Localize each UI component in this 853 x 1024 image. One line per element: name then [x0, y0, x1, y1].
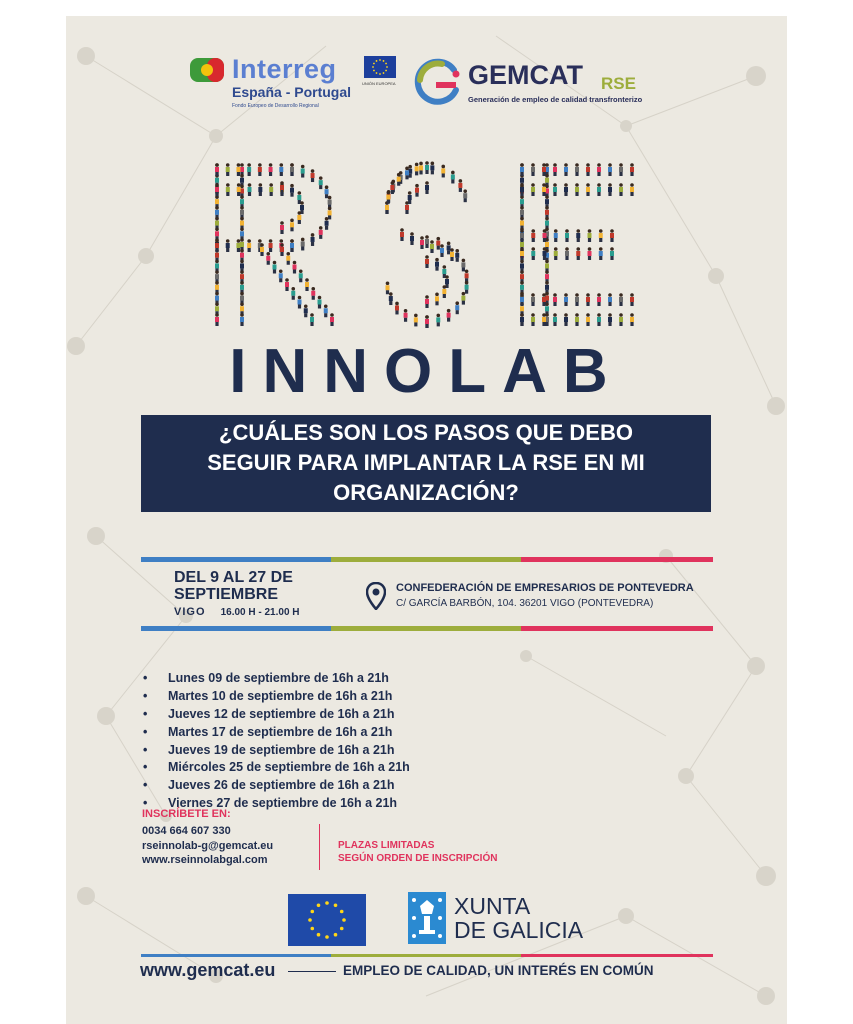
- person-figure: [319, 176, 323, 189]
- person-figure: [430, 240, 434, 253]
- person-figure: [588, 247, 592, 260]
- person-figure: [451, 171, 455, 184]
- person-figure: [215, 183, 219, 196]
- gemcat-logo-icon: [412, 56, 464, 108]
- person-figure: [293, 261, 297, 274]
- schedule-item: • Martes 10 de septiembre de 16h a 21h: [143, 688, 410, 706]
- person-figure: [447, 309, 451, 322]
- person-figure: [575, 293, 579, 306]
- person-figure: [531, 293, 535, 306]
- person-figure: [290, 163, 294, 176]
- person-figure: [236, 163, 240, 176]
- person-figure: [597, 313, 601, 326]
- schedule-item: • Jueves 19 de septiembre de 16h a 21h: [143, 742, 410, 760]
- person-figure: [390, 181, 394, 194]
- person-figure: [565, 229, 569, 242]
- person-figure: [455, 249, 459, 262]
- person-figure: [553, 313, 557, 326]
- person-figure: [553, 183, 557, 196]
- person-figure: [425, 255, 429, 268]
- person-figure: [404, 309, 408, 322]
- person-figure: [554, 229, 558, 242]
- person-figure: [553, 163, 557, 176]
- person-figure: [226, 183, 230, 196]
- person-figure: [543, 229, 547, 242]
- person-figure: [520, 183, 524, 196]
- person-figure: [564, 163, 568, 176]
- person-figure: [608, 183, 612, 196]
- person-figure: [576, 247, 580, 260]
- person-figure: [226, 163, 230, 176]
- person-figure: [236, 239, 240, 252]
- person-figure: [298, 296, 302, 309]
- stripe-pink-bottom: [521, 626, 713, 631]
- person-figure: [305, 278, 309, 291]
- person-figure: [531, 229, 535, 242]
- person-figure: [285, 278, 289, 291]
- person-figure: [318, 296, 322, 309]
- person-figure: [425, 315, 429, 328]
- limited-places-note: [338, 840, 497, 865]
- person-figure: [442, 285, 446, 298]
- person-figure: [301, 238, 305, 251]
- person-figure: [463, 189, 467, 202]
- footer-slogan: EMPLEO DE CALIDAD, UN INTERÉS EN COMÚN: [343, 963, 654, 978]
- person-figure: [215, 313, 219, 326]
- xunta-line-1: XUNTA: [454, 893, 531, 919]
- person-figure: [325, 217, 329, 230]
- person-figure: [269, 183, 273, 196]
- question-text: [141, 418, 711, 508]
- interreg-fund-label: Fondo Europeo de Desarrollo Regional: [232, 103, 319, 109]
- person-figure: [630, 293, 634, 306]
- person-figure: [286, 252, 290, 265]
- xunta-name: [454, 894, 583, 942]
- person-figure: [586, 293, 590, 306]
- person-figure: [436, 237, 440, 250]
- person-figure: [630, 313, 634, 326]
- person-figure: [435, 293, 439, 306]
- person-figure: [586, 163, 590, 176]
- stripe-pink-top: [521, 557, 713, 562]
- schedule-item: • Jueves 26 de septiembre de 16h a 21h: [143, 777, 410, 795]
- limited-line-1: PLAZAS LIMITADAS: [338, 840, 435, 851]
- person-figure: [597, 163, 601, 176]
- person-figure: [385, 281, 389, 294]
- person-figure: [542, 293, 546, 306]
- limited-line-2: SEGÚN ORDEN DE INSCRIPCIÓN: [338, 852, 498, 864]
- person-figure: [301, 165, 305, 178]
- registration-web-link[interactable]: www.rseinnolabgal.com: [142, 854, 268, 866]
- gemcat-tagline: Generación de empleo de calidad transfronterizo: [468, 95, 643, 104]
- person-figure: [565, 247, 569, 260]
- person-figure: [400, 228, 404, 241]
- schedule-item: • Martes 17 de septiembre de 16h a 21h: [143, 724, 410, 742]
- xunta-line-2: DE GALICIA: [454, 917, 584, 943]
- registration-contacts: [142, 824, 273, 868]
- session-schedule: [143, 670, 410, 813]
- person-figure: [425, 295, 429, 308]
- person-figure: [310, 313, 314, 326]
- person-figure: [415, 163, 419, 176]
- person-figure: [608, 313, 612, 326]
- person-figure: [269, 163, 273, 176]
- footer-rule: [288, 971, 336, 972]
- person-figure: [425, 181, 429, 194]
- eu-label: UNIÓN EUROPEA: [362, 81, 396, 86]
- person-figure: [610, 229, 614, 242]
- gemcat-name: GEMCAT: [468, 60, 583, 90]
- person-figure: [520, 247, 524, 260]
- person-figure: [425, 161, 429, 174]
- innolab-title: INNOLAB: [229, 337, 624, 406]
- person-figure: [304, 304, 308, 317]
- location-pin-icon: [366, 582, 386, 610]
- person-figure: [597, 183, 601, 196]
- person-figure: [408, 191, 412, 204]
- person-figure: [441, 165, 445, 178]
- person-figure: [397, 173, 401, 186]
- person-figure: [575, 163, 579, 176]
- event-dates: [174, 569, 293, 603]
- person-figure: [450, 248, 454, 261]
- person-figure: [440, 244, 444, 257]
- schedule-item: • Jueves 12 de septiembre de 16h a 21h: [143, 706, 410, 724]
- person-figure: [435, 258, 439, 271]
- person-figure: [328, 207, 332, 220]
- person-figure: [311, 233, 315, 246]
- stripe-green-footer: [331, 954, 521, 957]
- person-figure: [290, 184, 294, 197]
- person-figure: [330, 313, 334, 326]
- person-figure: [215, 239, 219, 252]
- person-figure: [461, 259, 465, 272]
- person-figure: [311, 287, 315, 300]
- person-figure: [290, 219, 294, 232]
- eu-flag-small-icon: [364, 56, 396, 78]
- schedule-item: • Miércoles 25 de septiembre de 16h a 21h: [143, 759, 410, 777]
- interreg-title: Interreg: [232, 54, 337, 84]
- person-figure: [619, 163, 623, 176]
- person-figure: [553, 293, 557, 306]
- registration-heading: INSCRÍBETE EN:: [142, 808, 231, 820]
- interreg-flag-icon: [190, 58, 224, 82]
- person-figure: [386, 191, 390, 204]
- person-figure: [280, 181, 284, 194]
- person-figure: [455, 301, 459, 314]
- person-figure: [237, 183, 241, 196]
- person-figure: [461, 292, 465, 305]
- person-figure: [531, 313, 535, 326]
- person-figure: [599, 247, 603, 260]
- person-figure: [415, 184, 419, 197]
- xunta-shield-icon: [408, 892, 446, 944]
- person-figure: [325, 185, 329, 198]
- person-figure: [247, 163, 251, 176]
- person-figure: [420, 236, 424, 249]
- person-figure: [279, 269, 283, 282]
- person-figure: [266, 252, 270, 265]
- schedule-item: • Lunes 09 de septiembre de 16h a 21h: [143, 670, 410, 688]
- person-figure: [575, 313, 579, 326]
- stripe-green-bottom: [331, 626, 521, 631]
- person-figure: [324, 304, 328, 317]
- schedule-item: • Viernes 27 de septiembre de 16h a 21h: [143, 795, 410, 813]
- person-figure: [273, 261, 277, 274]
- person-figure: [554, 247, 558, 260]
- person-figure: [531, 163, 535, 176]
- person-figure: [290, 239, 294, 252]
- person-figure: [291, 287, 295, 300]
- person-figure: [542, 183, 546, 196]
- person-figure: [226, 239, 230, 252]
- question-line-2: SEGUIR PARA IMPLANTAR LA RSE EN MI: [207, 450, 645, 475]
- person-figure: [619, 313, 623, 326]
- person-figure: [425, 235, 429, 248]
- person-figure: [458, 179, 462, 192]
- stripe-blue-footer: [141, 954, 331, 957]
- person-figure: [520, 293, 524, 306]
- person-figure: [215, 163, 219, 176]
- venue-address: C/ GARCÍA BARBÓN, 104. 36201 VIGO (PONTEVEDRA): [396, 598, 654, 609]
- venue-name: CONFEDERACIÓN DE EMPRESARIOS DE PONTEVEDRA: [396, 582, 694, 594]
- person-figure: [258, 183, 262, 196]
- person-figure: [576, 229, 580, 242]
- person-figure: [279, 163, 283, 176]
- footer-website-link[interactable]: www.gemcat.eu: [140, 960, 276, 980]
- person-figure: [410, 232, 414, 245]
- person-figure: [465, 281, 469, 294]
- person-figure: [630, 183, 634, 196]
- event-city: VIGO: [174, 606, 206, 618]
- person-figure: [619, 293, 623, 306]
- person-figure: [436, 314, 440, 327]
- person-figure: [531, 247, 535, 260]
- person-figure: [389, 292, 393, 305]
- person-figure: [586, 183, 590, 196]
- registration-divider: [319, 824, 320, 870]
- person-figure: [599, 229, 603, 242]
- person-figure: [543, 247, 547, 260]
- person-figure: [520, 163, 524, 176]
- stripe-pink-footer: [521, 954, 713, 957]
- person-figure: [414, 314, 418, 327]
- dates-line-1: DEL 9 AL 27 DE: [174, 569, 293, 586]
- gemcat-rse-suffix: RSE: [601, 74, 636, 93]
- rse-people-letters: [202, 160, 642, 330]
- person-figure: [405, 167, 409, 180]
- person-figure: [520, 229, 524, 242]
- person-figure: [575, 183, 579, 196]
- person-figure: [619, 183, 623, 196]
- person-figure: [531, 183, 535, 196]
- person-figure: [258, 163, 262, 176]
- person-figure: [395, 302, 399, 315]
- person-figure: [240, 313, 244, 326]
- person-figure: [430, 162, 434, 175]
- dates-line-2: SEPTIEMBRE: [174, 586, 279, 603]
- question-line-1: ¿CUÁLES SON LOS PASOS QUE DEBO: [219, 420, 633, 445]
- person-figure: [280, 243, 284, 256]
- person-figure: [419, 162, 423, 175]
- person-figure: [588, 229, 592, 242]
- person-figure: [299, 269, 303, 282]
- person-figure: [630, 163, 634, 176]
- person-figure: [564, 313, 568, 326]
- person-figure: [319, 226, 323, 239]
- person-figure: [465, 270, 469, 283]
- question-line-3: ORGANIZACIÓN?: [333, 480, 519, 505]
- person-figure: [520, 313, 524, 326]
- person-figure: [564, 183, 568, 196]
- person-figure: [608, 293, 612, 306]
- person-figure: [586, 313, 590, 326]
- person-figure: [248, 183, 252, 196]
- stripe-blue-bottom: [141, 626, 331, 631]
- person-figure: [564, 293, 568, 306]
- event-city-time: [174, 606, 300, 618]
- person-figure: [608, 163, 612, 176]
- eu-flag-icon: [288, 894, 366, 946]
- person-figure: [260, 243, 264, 256]
- interreg-subtitle: España - Portugal: [232, 84, 352, 100]
- person-figure: [297, 211, 301, 224]
- registration-phone[interactable]: 0034 664 607 330: [142, 825, 231, 837]
- person-figure: [280, 221, 284, 234]
- event-time: 16.00 H - 21.00 H: [220, 607, 300, 618]
- person-figure: [269, 239, 273, 252]
- person-figure: [610, 247, 614, 260]
- event-poster: [66, 16, 787, 1024]
- registration-email[interactable]: rseinnolab-g@gemcat.eu: [142, 839, 274, 852]
- person-figure: [311, 169, 315, 182]
- person-figure: [247, 239, 251, 252]
- person-figure: [542, 163, 546, 176]
- stripe-blue-top: [141, 557, 331, 562]
- stripe-green-top: [331, 557, 521, 562]
- person-figure: [542, 313, 546, 326]
- person-figure: [597, 293, 601, 306]
